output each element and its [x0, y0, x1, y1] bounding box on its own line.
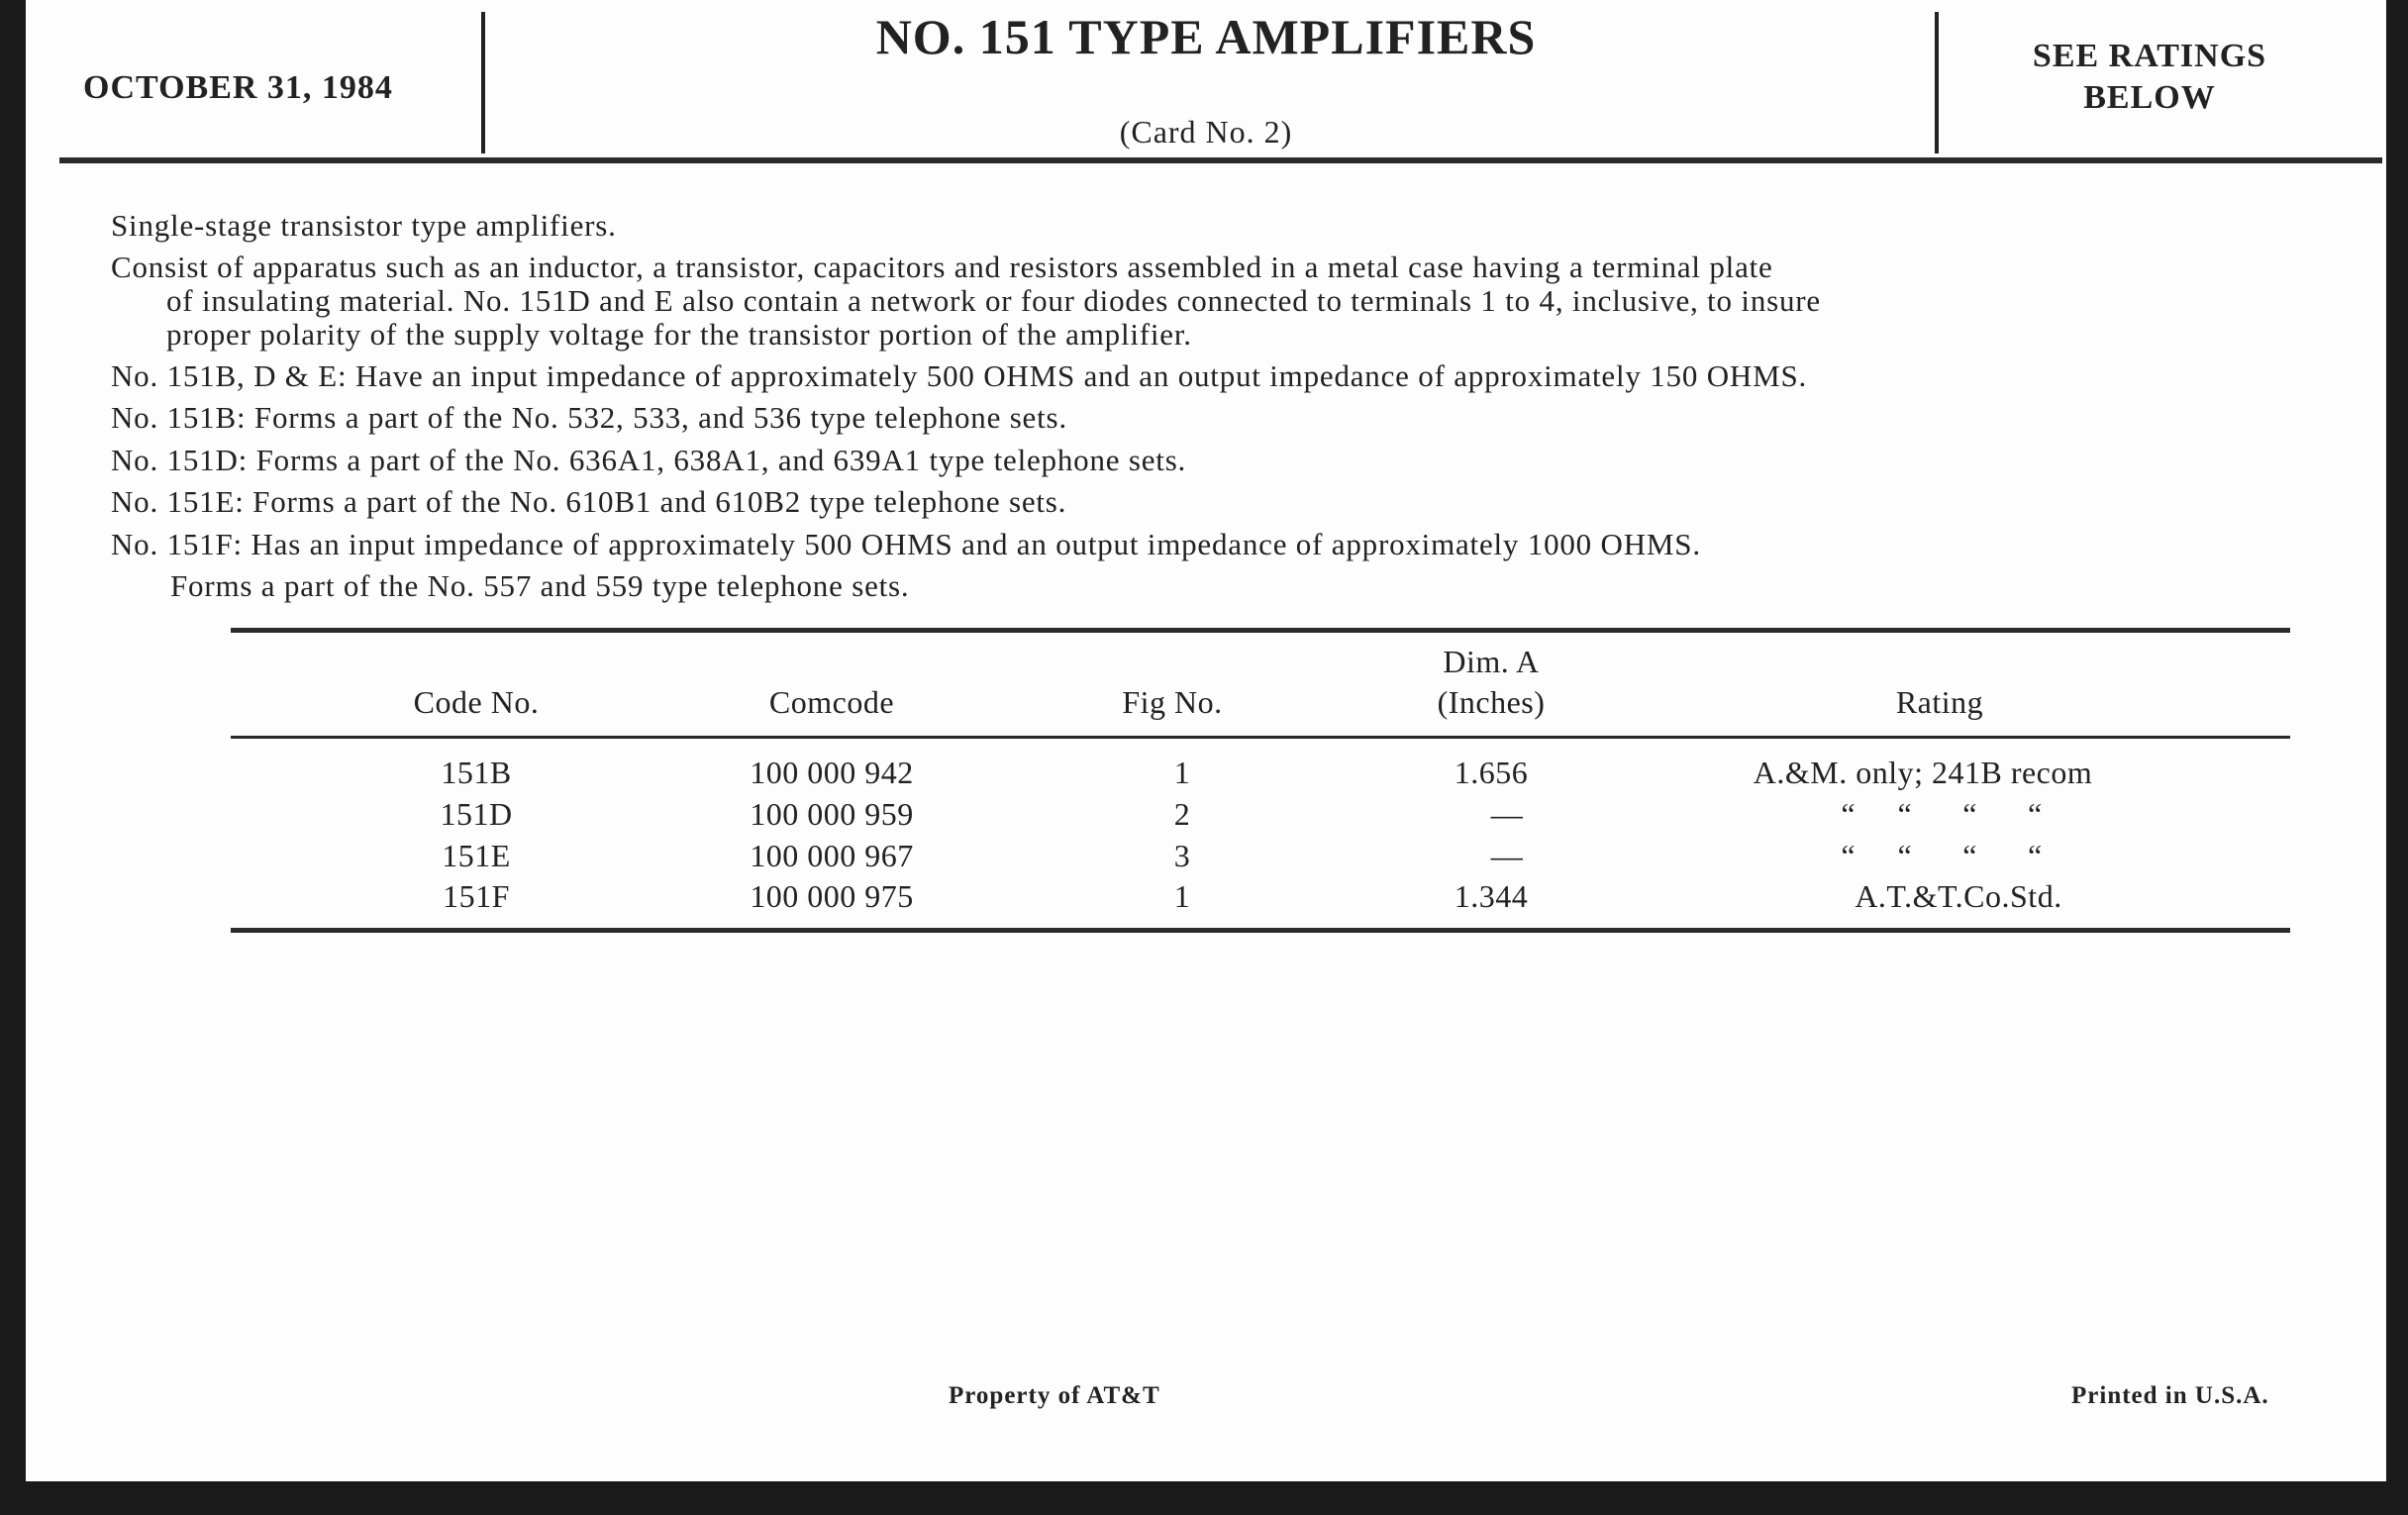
- cell-rating: A.T.&T.Co.Std.: [1855, 878, 2062, 914]
- cell-fig: 1: [1173, 755, 1191, 790]
- description-line: No. 151E: Forms a part of the No. 610B1 and 610B2 type telephone sets.: [111, 484, 1067, 519]
- cell-code: 151E: [442, 838, 511, 873]
- column-header-rating: Rating: [1895, 684, 1984, 720]
- column-header-comcode: Comcode: [768, 684, 895, 720]
- description-line: No. 151B: Forms a part of the No. 532, 533, and 536 type telephone sets.: [111, 400, 1067, 435]
- description-line: No. 151B, D & E: Have an input impedance of approximately 500 OHMS and an output impedance of approximately 150 OHMS.: [111, 358, 1808, 393]
- description-line: Forms a part of the No. 557 and 559 type telephone sets.: [170, 568, 910, 603]
- description-line: proper polarity of the supply voltage for the transistor portion of the amplifier.: [166, 317, 1192, 352]
- cell-rating: “ “ “ “: [1841, 838, 2043, 873]
- table-header-rule: [231, 736, 2290, 739]
- cell-rating: “ “ “ “: [1841, 796, 2043, 832]
- cell-dim: 1.656: [1454, 755, 1529, 790]
- description-line: Consist of apparatus such as an inductor, a transistor, capacitors and resistors assembled in a metal case having a terminal plate: [111, 250, 1773, 284]
- description-line: No. 151D: Forms a part of the No. 636A1, 638A1, and 639A1 type telephone sets.: [111, 443, 1187, 477]
- cell-code: 151D: [440, 796, 513, 832]
- header-rule: [59, 157, 2382, 163]
- column-header-code: Code No.: [413, 684, 540, 720]
- description-line: Single-stage transistor type amplifiers.: [111, 208, 617, 243]
- ratings-note-line2: BELOW: [2083, 79, 2216, 116]
- cell-fig: 3: [1173, 838, 1191, 873]
- page-title: NO. 151 TYPE AMPLIFIERS: [875, 9, 1537, 64]
- cell-fig: 2: [1173, 796, 1191, 832]
- card-number: (Card No. 2): [1119, 114, 1293, 150]
- table-top-rule: [231, 628, 2290, 633]
- document-card: [26, 0, 2386, 1481]
- table-bottom-rule: [231, 928, 2290, 933]
- cell-dim: —: [1490, 796, 1524, 832]
- description-line: of insulating material. No. 151D and E also contain a network or four diodes connected to terminals 1 to 4, inclusive, to insure: [166, 283, 1821, 318]
- cell-dim: —: [1490, 838, 1524, 873]
- cell-comcode: 100 000 959: [750, 796, 914, 832]
- cell-comcode: 100 000 967: [750, 838, 914, 873]
- date: OCTOBER 31, 1984: [83, 69, 393, 106]
- cell-code: 151F: [443, 878, 510, 914]
- ratings-note-line1: SEE RATINGS: [2032, 38, 2267, 74]
- cell-dim: 1.344: [1454, 878, 1529, 914]
- description-line: No. 151F: Has an input impedance of approximately 500 OHMS and an output impedance of approximately 1000 OHMS.: [111, 527, 1701, 561]
- cell-code: 151B: [441, 755, 512, 790]
- cell-fig: 1: [1173, 878, 1191, 914]
- header-divider-right: [1935, 12, 1939, 153]
- cell-comcode: 100 000 942: [750, 755, 914, 790]
- property-notice: Property of AT&T: [949, 1382, 1160, 1409]
- column-header-dim-units: (Inches): [1437, 684, 1546, 720]
- column-header-fig: Fig No.: [1122, 684, 1223, 720]
- printed-notice: Printed in U.S.A.: [2071, 1382, 2269, 1409]
- cell-comcode: 100 000 975: [750, 878, 914, 914]
- column-header-dim: Dim. A: [1443, 644, 1540, 679]
- cell-rating: A.&M. only; 241B recom: [1753, 755, 2093, 790]
